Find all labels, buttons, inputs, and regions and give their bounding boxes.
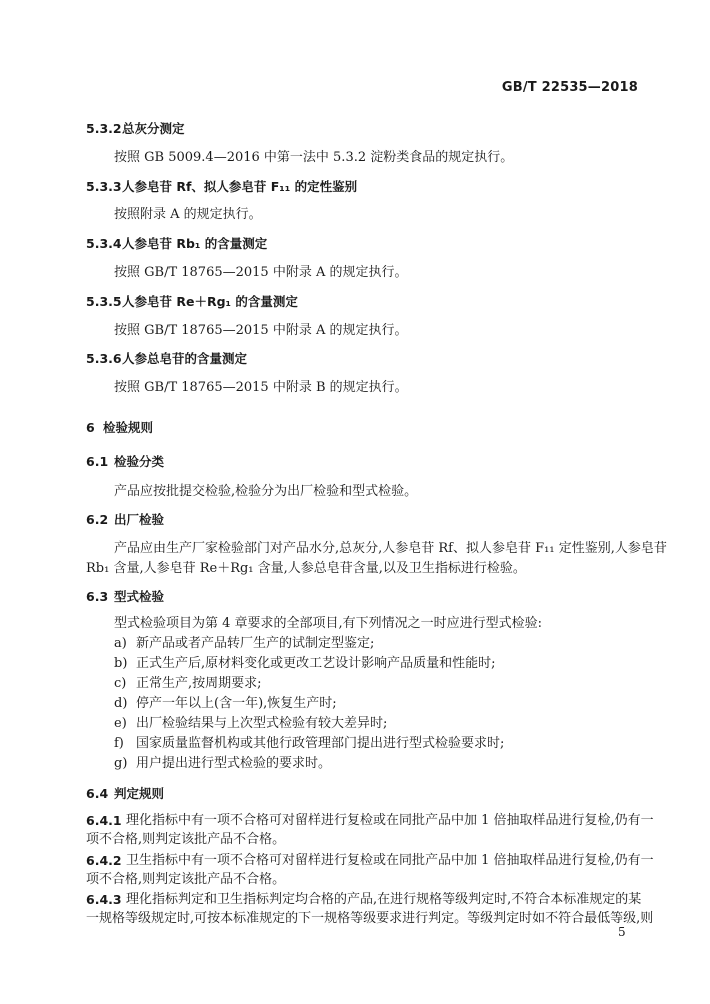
section-title: 人参皂苷 Re＋Rg₁ 的含量测定 [122,294,298,309]
section-number: 6.4 [86,786,109,801]
section-title: 总灰分测定 [122,121,185,136]
section-title: 检验分类 [114,454,165,469]
section-number: 5.3.2 [86,121,122,136]
section-title: 人参皂苷 Rf、拟人参皂苷 F₁₁ 的定性鉴别 [122,179,358,194]
list-marker: e) [114,716,127,731]
paragraph-text: 按照附录 A 的规定执行。 [114,207,262,222]
document-code-header: GB/T 22535—2018 [501,80,638,95]
paragraph-text: Rb₁ 含量,人参皂苷 Re＋Rg₁ 含量,人参总皂苷含量,以及卫生指标进行检验。 [86,561,526,576]
section-number: 5.3.6 [86,351,122,366]
paragraph-text: 型式检验项目为第 4 章要求的全部项目,有下列情况之一时应进行型式检验: [114,616,543,631]
list-marker: g) [114,756,128,771]
list-text: 用户提出进行型式检验的要求时。 [136,756,332,771]
list-marker: a) [114,636,127,651]
section-number: 6.3 [86,589,109,604]
list-marker: c) [114,676,127,691]
section-number: 5.3.3 [86,179,122,194]
paragraph-text: 理化指标判定和卫生指标判定均合格的产品,在进行规格等级判定时,不符合本标准规定的某 [126,892,642,907]
list-marker: d) [114,696,128,711]
section-title: 判定规则 [114,786,165,801]
paragraph-text: 按照 GB/T 18765—2015 中附录 A 的规定执行。 [114,265,408,280]
paragraph-text: 产品应按批提交检验,检验分为出厂检验和型式检验。 [114,484,418,499]
list-text: 正式生产后,原材料变化或更改工艺设计影响产品质量和性能时; [136,656,496,671]
page-number: 5 [618,925,626,939]
paragraph-text: 项不合格,则判定该批产品不合格。 [86,832,286,847]
list-text: 新产品或者产品转厂生产的试制定型鉴定; [136,636,375,651]
section-title: 人参总皂苷的含量测定 [122,351,248,366]
list-text: 停产一年以上(含一年),恢复生产时; [136,696,337,711]
list-marker: f) [114,736,124,751]
section-number: 6.2 [86,512,109,527]
paragraph-text: 卫生指标中有一项不合格可对留样进行复检或在同批产品中加 1 倍抽取样品进行复检,仍有一 [126,853,654,868]
clause-number: 6.4.2 [86,853,122,868]
paragraph-text: 项不合格,则判定该批产品不合格。 [86,872,286,887]
section-title: 检验规则 [103,420,154,435]
paragraph-text: 产品应由生产厂家检验部门对产品水分,总灰分,人参皂苷 Rf、拟人参皂苷 F₁₁ 定性鉴别,人参皂苷 [114,541,667,556]
clause-number: 6.4.3 [86,892,122,907]
section-title: 人参皂苷 Rb₁ 的含量测定 [122,236,268,251]
paragraph-text: 理化指标中有一项不合格可对留样进行复检或在同批产品中加 1 倍抽取样品进行复检,仍有一 [126,813,654,828]
paragraph-text: 按照 GB/T 18765—2015 中附录 A 的规定执行。 [114,323,408,338]
list-text: 出厂检验结果与上次型式检验有较大差异时; [136,716,388,731]
list-text: 国家质量监督机构或其他行政管理部门提出进行型式检验要求时; [136,736,505,751]
paragraph-text: 按照 GB 5009.4—2016 中第一法中 5.3.2 淀粉类食品的规定执行。 [114,150,514,165]
section-number: 5.3.5 [86,294,122,309]
paragraph-text: 按照 GB/T 18765—2015 中附录 B 的规定执行。 [114,380,408,395]
section-number: 5.3.4 [86,236,122,251]
section-number: 6.1 [86,454,109,469]
section-title: 型式检验 [114,589,165,604]
list-text: 正常生产,按周期要求; [136,676,262,691]
section-title: 出厂检验 [114,512,165,527]
paragraph-text: 一规格等级规定时,可按本标准规定的下一规格等级要求进行判定。等级判定时如不符合最低等级,则 [86,911,654,926]
list-marker: b) [114,656,128,671]
section-number: 6 [86,420,95,435]
clause-number: 6.4.1 [86,813,122,828]
